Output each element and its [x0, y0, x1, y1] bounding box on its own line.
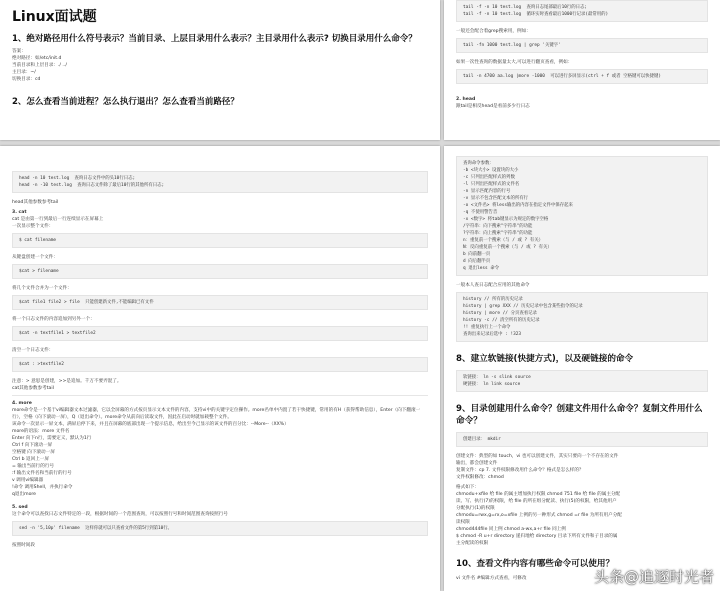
code-block: tail -f -n 10 test.log 查询日志尾部最后10行的日志; tail -f -n 10 test.log 循环实时查看最后1000行记录(最常用的) [456, 0, 708, 22]
paragraph: 清空一个日志文件： [12, 348, 54, 353]
paragraph: 文件权限修改：chmod [456, 475, 504, 480]
list-item: = 输出当前行的行号 [12, 464, 55, 469]
paragraph: chmodu+xfile 给 file 的属主增加执行权限 chmod 751 file 给 file 的属主分配 [456, 492, 621, 497]
paragraph: cat 是由第一行到最后一行连续显示在屏幕上 [12, 217, 104, 222]
list-item: q退出more [12, 492, 37, 497]
list-item: more的语法：more 文件名 [12, 429, 70, 434]
less-options-block: 查询命令参数： -b <块大小> 设置块的大小 -c 只列出匹配样式的列数 -l 只列出匹配样式的文件名 -n 显示匹配内容的行号 -v 显示不包含匹配文本的所有行 -o <文件名> 将less输出的内容在指定文件中保存起来 -q 不使用警告音 -x <数字> 将tab键显示为规定的数字空格 /字符串：向下搜索"字符串"的功能 ?字符串：向上搜索"字符串"的功能 n：重复前一个搜索（与 / 或 ? 有关） N：反向重复前一个搜索（与 / 或 ? 有关） b 向前翻一页 d 向后翻半页 q 退出less 命令 [456, 156, 708, 276]
list-item: v 调用vi编辑器 [12, 478, 44, 483]
list-item: 空格键 向下滚动一屏 [12, 450, 55, 455]
paragraph: cat其他参数参考tail [12, 386, 54, 391]
code-block: sed -n '5,10p' filename 这样你就可以只查看文件的第5行到第10行。 [12, 521, 428, 536]
doc-page-3 [0, 146, 440, 591]
question-1: 1、绝对路径用什么符号表示？当前目录、上层目录用什么表示？主目录用什么表示? 切换目录用什么命令？ [12, 34, 417, 44]
paragraph: $ chmod -R u+r directory 递归地给 directory 目录下所有文件和子目录的属 [456, 534, 618, 539]
section-title: 3. cat [12, 210, 27, 215]
paragraph: 这个命令可以查找日志文件特定的一段，根据时间的一个范围查询，可以按照行号和时间范围查询按照行号 [12, 512, 228, 517]
paragraph: more命令是一个基于vi编辑器文本过滤器，它以全屏幕的方式按页显示文本文件的内容，支持vi中的关键字定位操作。more名单中内置了若干快捷键，常用的有H（获得帮助信息），Enter（向下翻滚一行），空格（向下滚动一屏），Q（退出命令）。more命令从前向后读取文件，因此在启动时就加载整个文件。 [12, 408, 421, 420]
paragraph: 按照时间段 [12, 543, 35, 548]
paragraph: vi 文件名 #编辑方式查看，可修改 [456, 576, 527, 581]
code-block: 创建目录： mkdir [456, 432, 708, 447]
code-block: tail -n 4700 aa.log |more -1000 可以进行多屏显示(ctrl + f 或者 空格键可以快捷键) [456, 69, 708, 84]
answer-line: 当前目录和上层目录：./ ../ [12, 63, 67, 68]
paragraph: 读权限 [456, 520, 470, 525]
paragraph: 如果一次性查询的数据量太大,可以进行翻页查看，例如： [456, 60, 573, 65]
code-block: $cat file1 file2 > file 只能创建新文件,不能编辑已有文件 [12, 295, 428, 310]
list-item: Ctrl b 返回上一屏 [12, 457, 49, 462]
paragraph: chmodu=rwx,g=rx,o=xfile 上例的另一种形式 chmod =r file 为所有用户分配 [456, 513, 622, 518]
code-block: $cat > filename [12, 264, 428, 279]
section-title: 2. head [456, 97, 476, 102]
section-title: 4. more [12, 401, 32, 406]
list-item: :f 输出文件名和当前行的行号 [12, 471, 72, 476]
paragraph: 输出，都会创建文件 [456, 461, 498, 466]
code-block: history // 所有的历史记录 history | grep XXX // 历史记录中包含某些指令的记录 history | more // 分页查看记录 history -c // 清空所有的历史记录 !! 重复执行上一个命令 查询出来记录后选中 : !323 [456, 292, 708, 342]
doc-page-1 [0, 0, 440, 140]
answer-line: 绝对路径：如/etc/init.d [12, 56, 62, 61]
paragraph: 注意：> 意思是创建，>>是追加。千万不要弄混了。 [12, 379, 122, 384]
answer-head: 答案： [12, 49, 26, 54]
paragraph: 复制文件：cp 7. 文件权限修改用什么命令？格式是怎么样的？ [456, 468, 584, 473]
list-item: Enter 向下n行，需要定义，默认为1行 [12, 436, 92, 441]
question-9: 9、目录创建用什么命令？创建文件用什么命令？复制文件用什么命令？ [456, 404, 703, 426]
paragraph: 一般本人查日志配合应用的其他命令 [456, 283, 530, 288]
code-block: $cat -n textfile1 > textfile2 [12, 326, 428, 341]
code-block: tail -fn 1000 test.log | grep '关键字' [456, 38, 708, 53]
paragraph: 读、写、执行(7)的权限，给 file 的所在组分配读、执行(5)的权限，给其他用户 [456, 499, 617, 504]
paragraph: 将一个日志文件的内容追加到另外一个： [12, 317, 95, 322]
code-block: $ cat filename [12, 233, 428, 248]
paragraph: 从键盘创建一个文件： [12, 255, 58, 260]
paragraph: 一般还会配合着grep搜索用，例如： [456, 29, 531, 34]
paragraph: 分配执行(1)的权限 [456, 506, 495, 511]
watermark-text: 头条@追逐时光者 [593, 568, 714, 586]
paragraph: 一次显示整个文件： [12, 224, 54, 229]
doc-page-4 [444, 146, 720, 591]
answer-line: 切换目录：cd [12, 77, 41, 82]
section-title: 5. sed [12, 505, 28, 510]
list-item: Ctrl f 向下滚动一屏 [12, 443, 53, 448]
code-block: $cat : >textfile2 [12, 357, 428, 372]
paragraph: 将几个文件合并为一个文件： [12, 286, 72, 291]
code-block: head -n 10 test.log 查询日志文件中的头10行日志; head -n -10 test.log 查询日志文件除了最后10行的其他所有日志; [12, 171, 428, 193]
paragraph: 创建文件：典型的如 touch，vi 也可以创建文件，其实只要向一个不存在的文件 [456, 454, 619, 459]
doc-title: Linux面试题 [12, 9, 97, 25]
paragraph: 格式如下： [456, 485, 479, 490]
list-item: !命令 调用Shell，并执行命令 [12, 485, 73, 490]
doc-page-2 [444, 0, 720, 140]
code-block: 软链接： ln -s slink source 硬链接： ln link source [456, 370, 708, 392]
question-8: 8、建立软链接(快捷方式)，以及硬链接的命令 [456, 354, 634, 364]
paragraph: head其他参数参考tail [12, 200, 59, 205]
paragraph: 主分配读的权限 [456, 541, 489, 546]
question-10: 10、查看文件内容有哪些命令可以使用？ [456, 559, 615, 569]
question-2: 2、怎么查看当前进程？怎么执行退出？怎么查看当前路径？ [12, 97, 239, 107]
paragraph: chmod444file 同上例 chmod a-wx,a+r file 同上例 [456, 527, 566, 532]
paragraph: 该命令一次显示一屏文本，满屏后停下来，并且在屏幕的底部出现一个提示信息，给出至今己显示的该文件的百分比：--More--（XX%） [12, 422, 289, 427]
answer-line: 主目录：~/ [12, 70, 36, 75]
paragraph: 跟tail是相反head是看前多少行日志 [456, 104, 530, 109]
